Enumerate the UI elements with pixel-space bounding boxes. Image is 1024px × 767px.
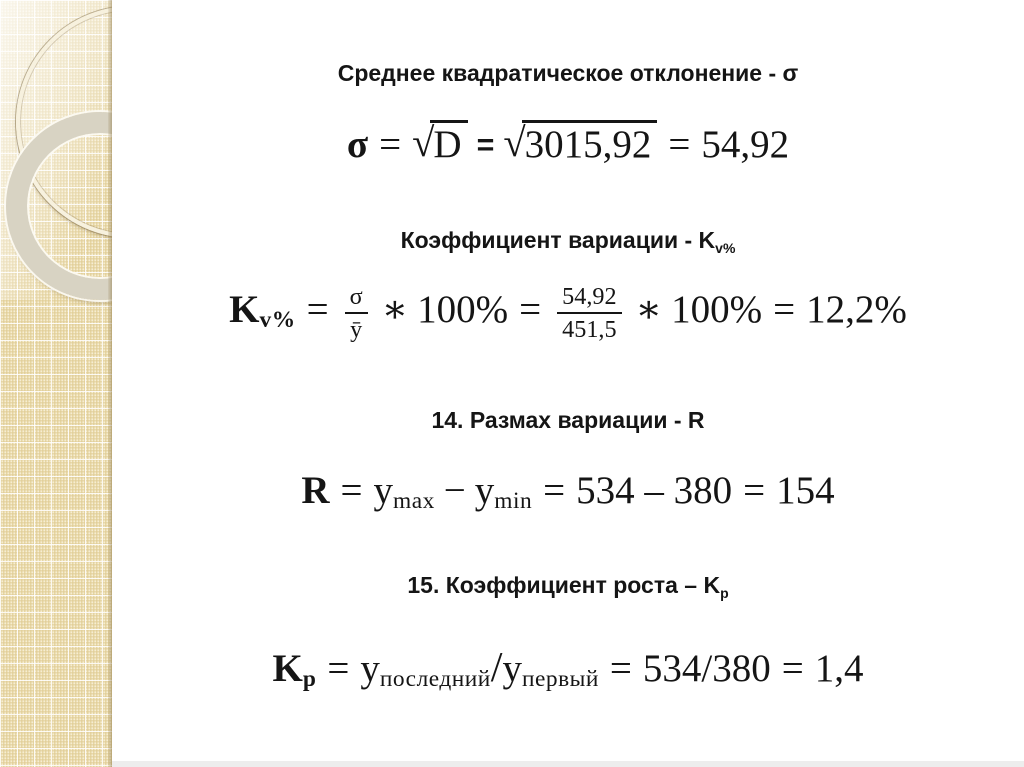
equals-sign: = bbox=[609, 647, 632, 690]
radicand: D bbox=[430, 120, 467, 167]
title-std-deviation bbox=[112, 60, 1024, 86]
result-value: 154 bbox=[776, 469, 835, 512]
equals-sign: = bbox=[543, 469, 566, 512]
formula-std-deviation bbox=[112, 118, 1024, 171]
fraction-numerator: σ bbox=[345, 283, 368, 314]
y-symbol: y bbox=[502, 647, 522, 690]
result-value: 1,4 bbox=[814, 647, 864, 690]
equals-sign: = bbox=[476, 127, 495, 162]
percent-100: 100% bbox=[671, 288, 763, 332]
equals-sign: = bbox=[668, 123, 691, 166]
y-subscript-first: первый bbox=[521, 666, 599, 693]
divide-slash: / bbox=[490, 644, 503, 691]
fraction-denominator: ȳ bbox=[350, 316, 363, 344]
fraction-numerator: 54,92 bbox=[557, 283, 621, 314]
decorative-left-strip bbox=[0, 0, 112, 767]
y-subscript-last: последний bbox=[379, 666, 491, 693]
equals-sign: = bbox=[743, 469, 766, 512]
K-subscript: p bbox=[302, 666, 317, 693]
sqrt-D bbox=[412, 118, 467, 171]
sigma-symbol: σ bbox=[346, 123, 369, 166]
y-symbol: y bbox=[474, 469, 495, 512]
fraction-denominator: 451,5 bbox=[562, 316, 617, 344]
title-text: Коэффициент вариации - K bbox=[400, 227, 716, 253]
y-subscript-min: min bbox=[494, 488, 533, 515]
equals-sign: = bbox=[340, 469, 363, 512]
equals-sign: = bbox=[306, 288, 329, 332]
K-subscript: v% bbox=[259, 307, 296, 334]
result-value: 12,2% bbox=[806, 288, 907, 332]
K-symbol: K bbox=[272, 647, 303, 690]
title-variation-coefficient bbox=[112, 227, 1024, 256]
formula-variation-range bbox=[112, 466, 1024, 517]
y-symbol: y bbox=[360, 647, 380, 690]
multiply-operator: ∗ bbox=[381, 288, 409, 332]
formula-growth-coefficient bbox=[112, 641, 1024, 696]
fraction-values bbox=[557, 283, 621, 343]
bottom-divider-line bbox=[112, 761, 1024, 767]
equals-sign: = bbox=[519, 288, 542, 332]
title-text: Среднее квадратическое отклонение - σ bbox=[337, 60, 799, 86]
equals-sign: = bbox=[379, 123, 402, 166]
radicand: 3015,92 bbox=[522, 120, 658, 167]
title-subscript: p bbox=[720, 585, 729, 601]
sqrt-3015-92 bbox=[503, 118, 657, 171]
expression: 534/380 bbox=[642, 647, 771, 690]
equals-sign: = bbox=[781, 647, 804, 690]
radical-icon: √ bbox=[412, 120, 435, 165]
title-variation-range bbox=[112, 407, 1024, 433]
title-growth-coefficient bbox=[112, 572, 1024, 601]
title-subscript: v% bbox=[715, 240, 736, 256]
title-text: 15. Коэффициент роста – K bbox=[407, 572, 721, 598]
y-subscript-max: max bbox=[393, 488, 435, 515]
percent-100: 100% bbox=[417, 288, 509, 332]
fraction-sigma-ybar bbox=[345, 283, 368, 343]
expression: 534 – 380 bbox=[576, 469, 733, 512]
y-symbol: y bbox=[373, 469, 393, 512]
minus-operator: − bbox=[443, 469, 466, 512]
R-symbol: R bbox=[301, 469, 330, 512]
formula-variation-coefficient bbox=[112, 283, 1024, 343]
result-value: 54,92 bbox=[701, 123, 790, 166]
equals-sign: = bbox=[327, 647, 350, 690]
title-text: 14. Размах вариации - R bbox=[431, 407, 705, 433]
radical-icon: √ bbox=[503, 120, 526, 165]
equals-sign: = bbox=[773, 288, 796, 332]
K-symbol: K bbox=[229, 288, 260, 332]
multiply-operator: ∗ bbox=[635, 288, 663, 332]
